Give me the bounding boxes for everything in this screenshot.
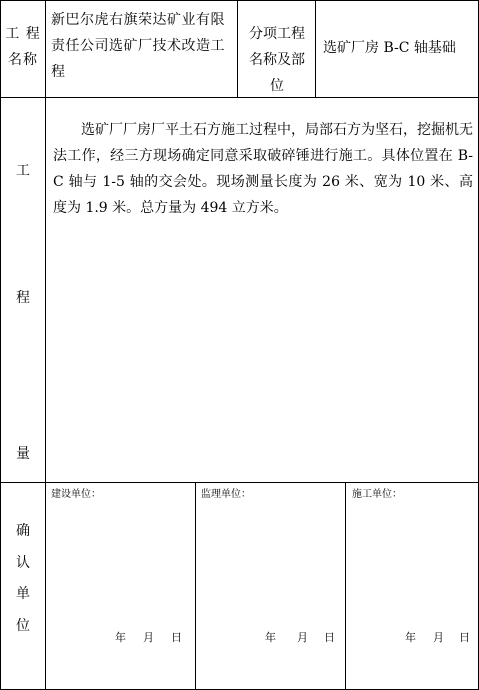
section-label-cheng: 程 [16,290,30,306]
col-divider-left [45,1,46,689]
confirm-label-wei: 位 [16,618,30,634]
supervision-date-year: 年 [265,631,276,644]
col-divider-header-right [315,1,316,97]
confirm-label-ren: 认 [16,555,30,571]
contractor-unit-label: 施工单位： [352,489,402,500]
supervision-unit-label: 监理单位： [201,489,251,500]
supervision-date-month: 月 [297,631,308,644]
construction-date-day: 日 [171,631,182,644]
contractor-date-year: 年 [405,631,416,644]
supervision-date-day: 日 [324,631,335,644]
col-divider-header-mid [237,1,238,97]
construction-date-year: 年 [115,631,126,644]
col-divider-confirm-2 [345,482,346,689]
contractor-date-day: 日 [459,631,470,644]
construction-unit-label: 建设单位： [51,489,101,500]
row-divider-body [1,482,478,483]
quantity-description: 选矿厂厂房厂平土石方施工过程中，局部石方为坚石，挖掘机无法工作，经三方现场确定同意采取破碎锤进行施工。具体位置在 B-C 轴与 1-5 轴的交会处。现场测量长度为 26 米、宽为 10 米、高度为 1.9 米。总方量为 494 立方米。 [53,122,473,216]
confirm-label-dan: 单 [16,586,30,602]
col-divider-confirm-1 [195,482,196,689]
contractor-date-month: 月 [433,631,444,644]
project-name-value: 新巴尔虎右旗荣达矿业有限责任公司选矿厂技术改造工程 [51,12,225,80]
subitem-label: 分项工程名称及部位 [249,26,305,94]
confirm-label-que: 确 [16,523,30,539]
section-label-liang: 量 [16,446,30,462]
construction-date-month: 月 [143,631,154,644]
section-label-gong: 工 [16,163,30,179]
subitem-value: 选矿厂房 B-C 轴基础 [323,40,456,56]
row-divider-header [1,97,478,98]
project-name-label: 工 程名称 [5,26,41,68]
